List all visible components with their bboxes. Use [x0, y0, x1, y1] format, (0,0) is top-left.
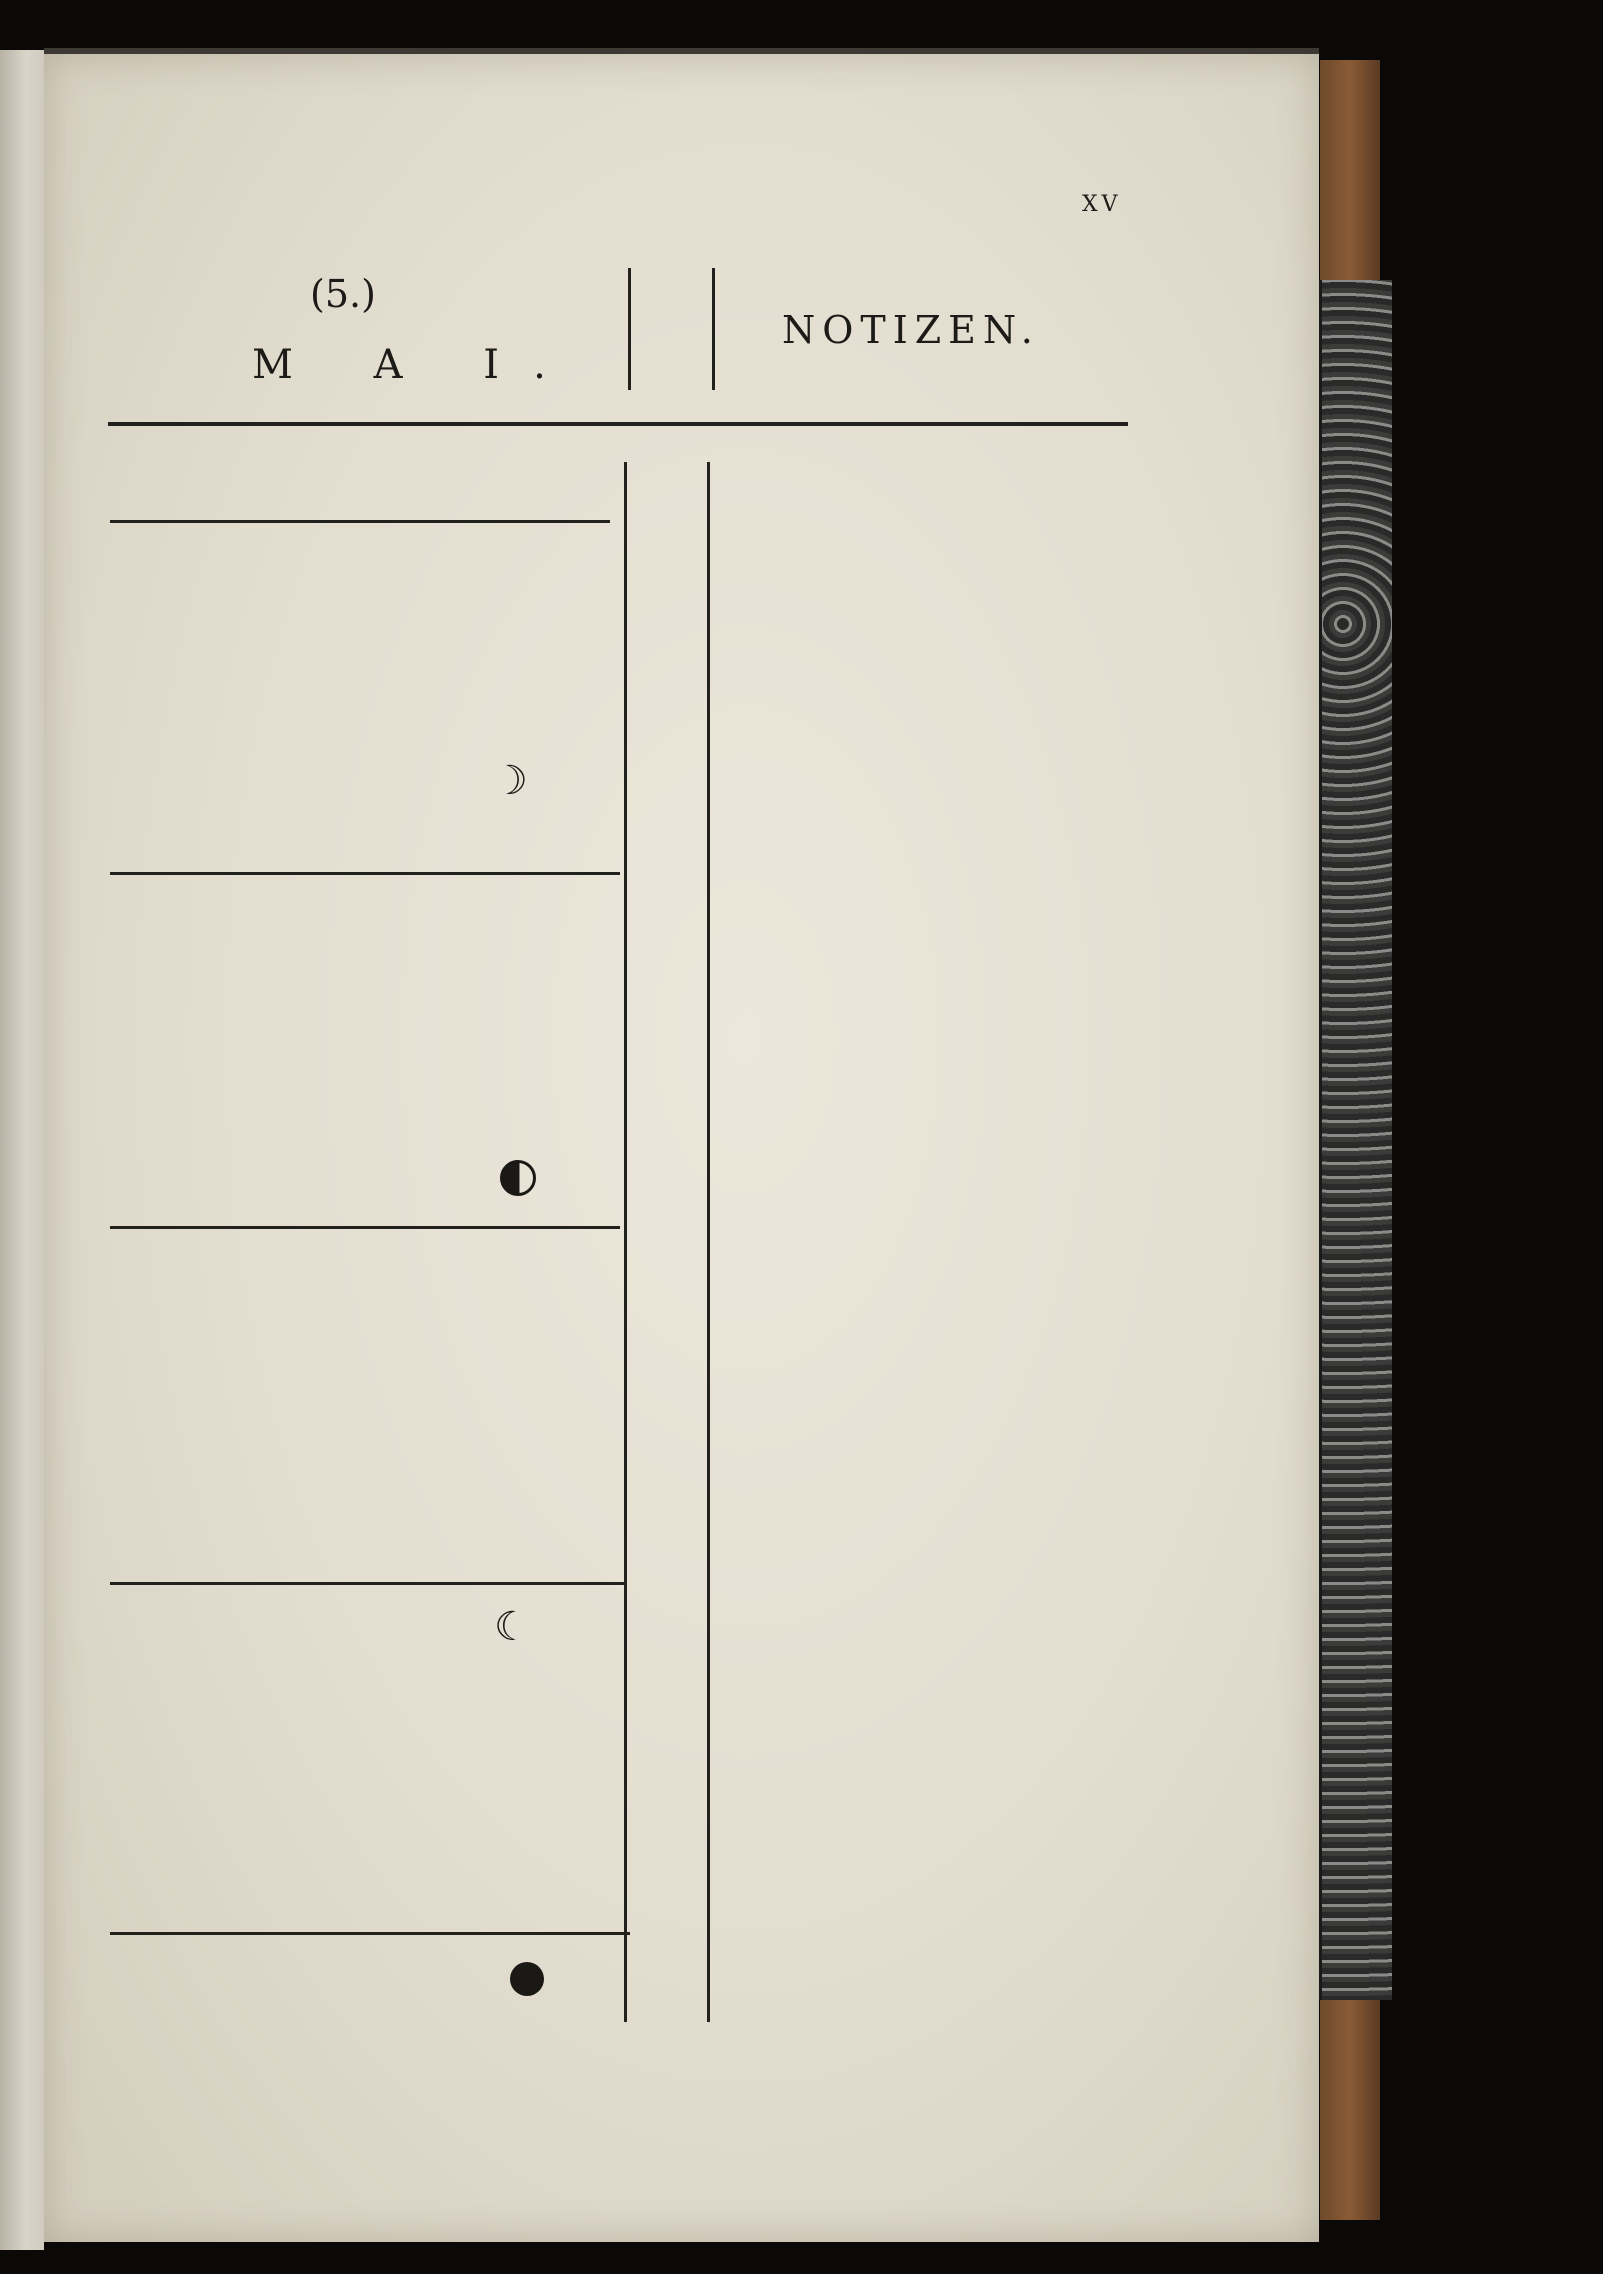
header-rule: [108, 422, 1128, 426]
last-quarter-moon-icon: ☽: [492, 757, 528, 804]
month-name: M A I.: [252, 342, 580, 388]
calendar-page: [44, 48, 1319, 2242]
week-divider: [110, 520, 610, 523]
week-divider: [110, 1932, 630, 1935]
notes-title: NOTIZEN.: [782, 308, 1040, 352]
page-number: XV: [1082, 192, 1122, 217]
week-divider: [110, 1582, 625, 1585]
week-divider: [110, 1226, 620, 1229]
full-moon-icon: [510, 1962, 544, 1996]
column-rule-left: [624, 462, 627, 2022]
week-divider: [110, 872, 620, 875]
month-number: (5.): [310, 272, 376, 316]
header-divider-1: [628, 268, 631, 390]
header-divider-2: [712, 268, 715, 390]
first-quarter-moon-icon: ☾: [494, 1604, 530, 1650]
column-rule-right: [707, 462, 710, 2022]
new-moon-icon: [500, 1160, 536, 1196]
marbled-endpaper: [1319, 280, 1392, 2000]
facing-page-edge: [0, 50, 44, 2250]
